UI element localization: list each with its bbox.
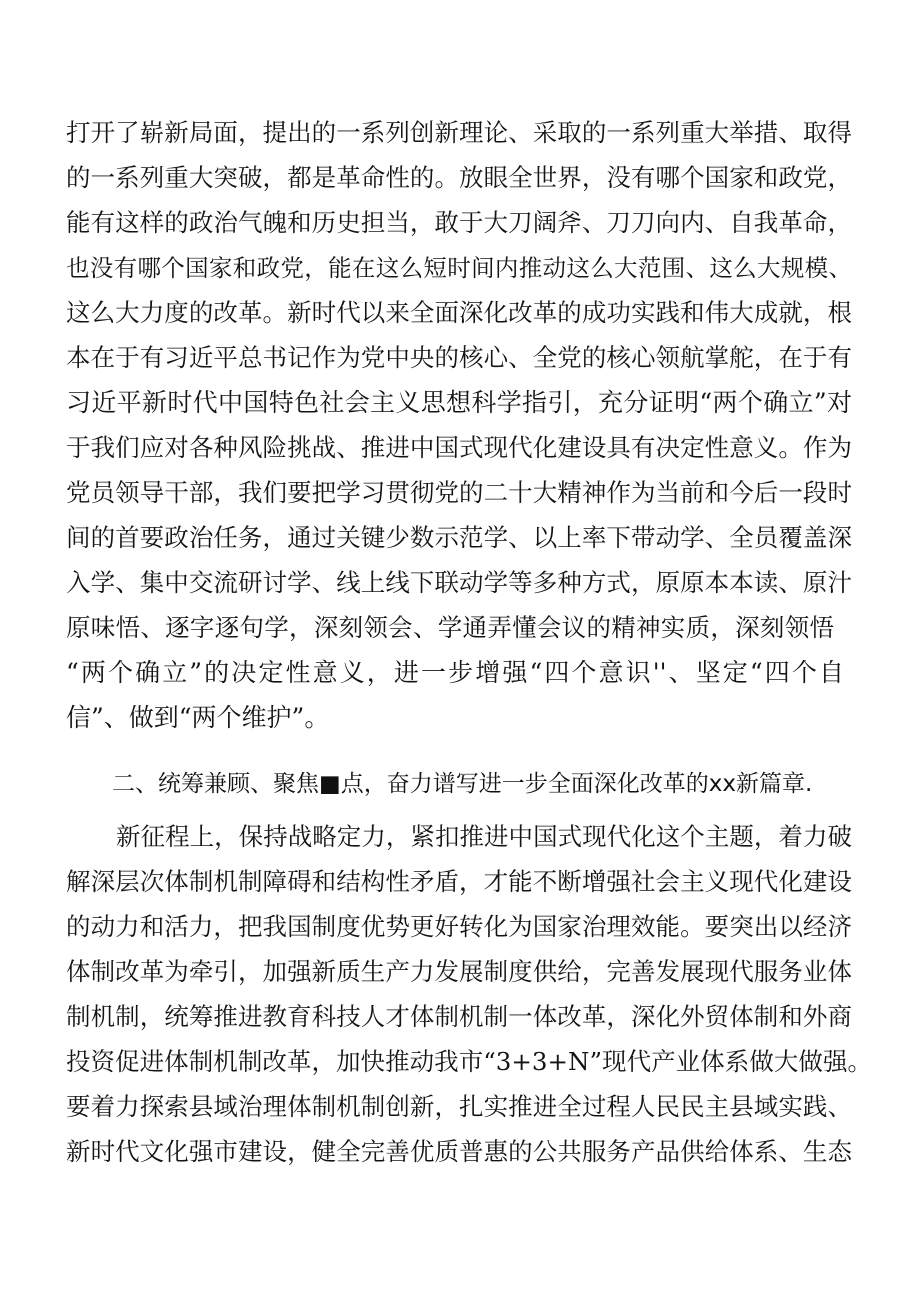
paragraph-line: 新征程上，保持战略定力，紧扣推进中国式现代化这个主题，着力破 (116, 822, 852, 851)
paragraph-line: “两个确立”的决定性意义，进一步增强“四个意识''、坚定“四个自 (66, 658, 844, 687)
paragraph-line: 于我们应对各种风险挑战、推进中国式现代化建设具有决定性意义。作为 (66, 433, 852, 462)
paragraph-line: 的一系列重大突破，都是革命性的。放眼全世界，没有哪个国家和政党， (66, 163, 852, 192)
paragraph-line: 也没有哪个国家和政党，能在这么短时间内推动这么大范围、这么大规模、 (66, 254, 852, 282)
paragraph-line: 入学、集中交流研讨学、线上线下联动学等多种方式，原原本本读、原汁 (66, 568, 852, 597)
paragraph-line: 投资促进体制机制改革，加快推动我市“3+3+N”现代产业体系做大做强。 (66, 1047, 872, 1076)
paragraph-line: 这么大力度的改革。新时代以来全面深化改革的成功实践和伟大成就，根 (66, 298, 852, 327)
paragraph-line: 解深层次体制机制障碍和结构性矛盾，才能不断增强社会主义现代化建设 (66, 867, 852, 896)
paragraph-line: 要着力探索县域治理体制机制创新，扎实推进全过程人民民主县域实践、 (66, 1092, 852, 1121)
paragraph-line: 间的首要政治任务，通过关键少数示范学、以上率下带动学、全员覆盖深 (66, 523, 852, 552)
paragraph-line: 信”、做到“两个维护”。 (66, 703, 330, 732)
paragraph-line: 能有这样的政治气魄和历史担当，敢于大刀阔斧、刀刀向内、自我革命， (66, 208, 852, 237)
paragraph-line: 打开了崭新局面，提出的一系列创新理论、采取的一系列重大举措、取得 (66, 118, 852, 147)
paragraph-line: 习近平新时代中国特色社会主义思想科学指引，充分证明“两个确立”对 (66, 388, 852, 417)
paragraph-line: 党员领导干部，我们要把学习贯彻党的二十大精神作为当前和今后一段时 (66, 478, 852, 507)
paragraph-line: 制机制，统筹推进教育科技人才体制机制一体改革，深化外贸体制和外商 (66, 1002, 852, 1031)
paragraph-line: 本在于有习近平总书记作为党中央的核心、全党的核心领航掌舵，在于有 (66, 343, 852, 372)
section-heading: 二、统筹兼顾、聚焦■点，奋力谱写进一步全面深化改革的xx新篇章. (112, 771, 813, 797)
paragraph-line: 的动力和活力，把我国制度优势更好转化为国家治理效能。要突出以经济 (66, 912, 852, 941)
paragraph-line: 原味悟、逐字逐句学，深刻领会、学通弄懂会议的精神实质，深刻领悟 (66, 613, 834, 642)
paragraph-line: 体制改革为牵引，加强新质生产力发展制度供给，完善发展现代服务业体 (66, 957, 852, 986)
paragraph-line: 新时代文化强市建设，健全完善优质普惠的公共服务产品供给体系、生态 (66, 1137, 852, 1166)
